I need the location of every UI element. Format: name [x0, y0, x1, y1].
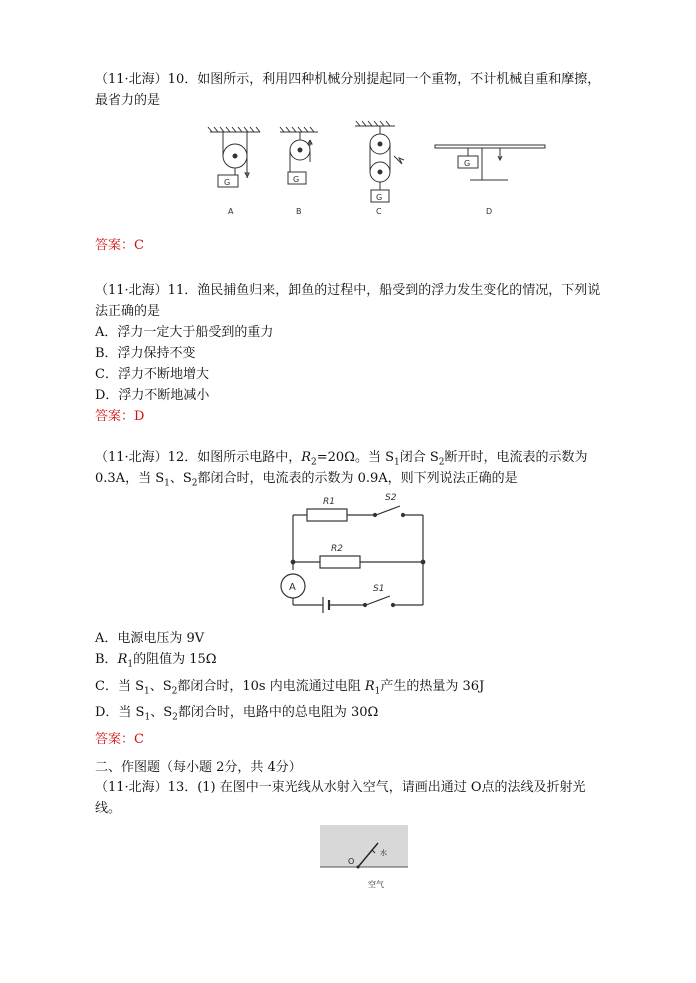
- q10-line2: 最省力的是: [95, 93, 161, 108]
- figure-b-g: G: [293, 175, 300, 184]
- figure-a-label: A: [228, 207, 234, 216]
- q12-option-d: D．当 $S_1$、$S_2$都闭合时，电路中的总电阻为 30Ω: [95, 705, 379, 723]
- section2-heading: [95, 757, 630, 778]
- q12-option-b: B．$R_1$的阻值为 15Ω: [95, 652, 217, 670]
- q11-option-b: B．浮力保持不变: [95, 346, 196, 361]
- q11-stem: [95, 280, 630, 301]
- figure-a-g: G: [224, 178, 231, 187]
- circuit-r1-label: R1: [323, 497, 335, 507]
- q11-stem-2: [95, 301, 630, 427]
- q11-option-a: A．浮力一定大于船受到的重力: [95, 325, 274, 340]
- q12-options: [95, 628, 630, 750]
- q10-figure: [190, 120, 550, 225]
- q11-option-d: D．浮力不断地减小: [95, 388, 210, 403]
- q10-answer: 答案：C: [95, 238, 144, 253]
- q12-option-c: C．当 $S_1$、$S_2$都闭合时，10s 内电流通过电阻 $R_1$产生的热量为 36J: [95, 678, 485, 697]
- figure-a-pulley: [208, 127, 260, 187]
- q11-line2: 法正确的是: [95, 304, 161, 319]
- figure-c-pulley: [355, 121, 404, 202]
- q13-figure: [320, 825, 410, 895]
- circuit-ammeter-label: A: [289, 582, 296, 593]
- q12-circuit-diagram: [265, 488, 445, 618]
- section2-title: 二、作图题（每小题 2分，共 4分）: [95, 760, 302, 775]
- q12-line2: 0.3A，当 $S_1$、$S_2$都闭合时，电流表的示数为 0.9A，则下列说法正确的是: [95, 471, 518, 489]
- q12-answer: 答案：C: [95, 731, 144, 747]
- figure-c-label: C: [376, 207, 382, 216]
- q10-text-2: [95, 90, 630, 111]
- figure-d-g: G: [464, 159, 471, 168]
- q13-point-o: O: [348, 857, 355, 866]
- circuit-r2-label: R2: [331, 544, 343, 554]
- figure-d-label: D: [486, 207, 493, 216]
- q12-line1: （11·北海）12．如图所示电路中，$R_2=20\Omega$。当 $S_1$闭合 $S_2$断开时，电流表的示数为: [95, 450, 588, 468]
- q11-line1: （11·北海）11．渔民捕鱼归来，卸鱼的过程中，船受到的浮力发生变化的情况，下列说: [95, 283, 601, 298]
- q13-water-label: 水: [380, 849, 387, 857]
- figure-b-label: B: [296, 207, 302, 216]
- figure-c-g: G: [376, 193, 383, 202]
- q13-line2: 线。: [95, 801, 122, 816]
- q11-option-c: C．浮力不断地增大: [95, 367, 209, 382]
- q13-stem: [95, 777, 630, 819]
- q13-line1: （11·北海）13．(1) 在图中一束光线从水射入空气，请画出通过 O点的法线及折射光: [95, 780, 586, 795]
- circuit-s2-label: S2: [385, 493, 397, 503]
- q13-air-label: 空气: [368, 880, 384, 889]
- q12-option-a: A．电源电压为 9V: [95, 631, 205, 646]
- figure-d-lever: [435, 145, 545, 180]
- circuit-s1-label: S1: [373, 584, 385, 594]
- q10-line1: （11·北海）10．如图所示，利用四种机械分别提起同一个重物，不计机械自重和摩擦，: [95, 72, 601, 87]
- q11-answer: 答案：D: [95, 409, 145, 424]
- q10-text: [95, 69, 630, 90]
